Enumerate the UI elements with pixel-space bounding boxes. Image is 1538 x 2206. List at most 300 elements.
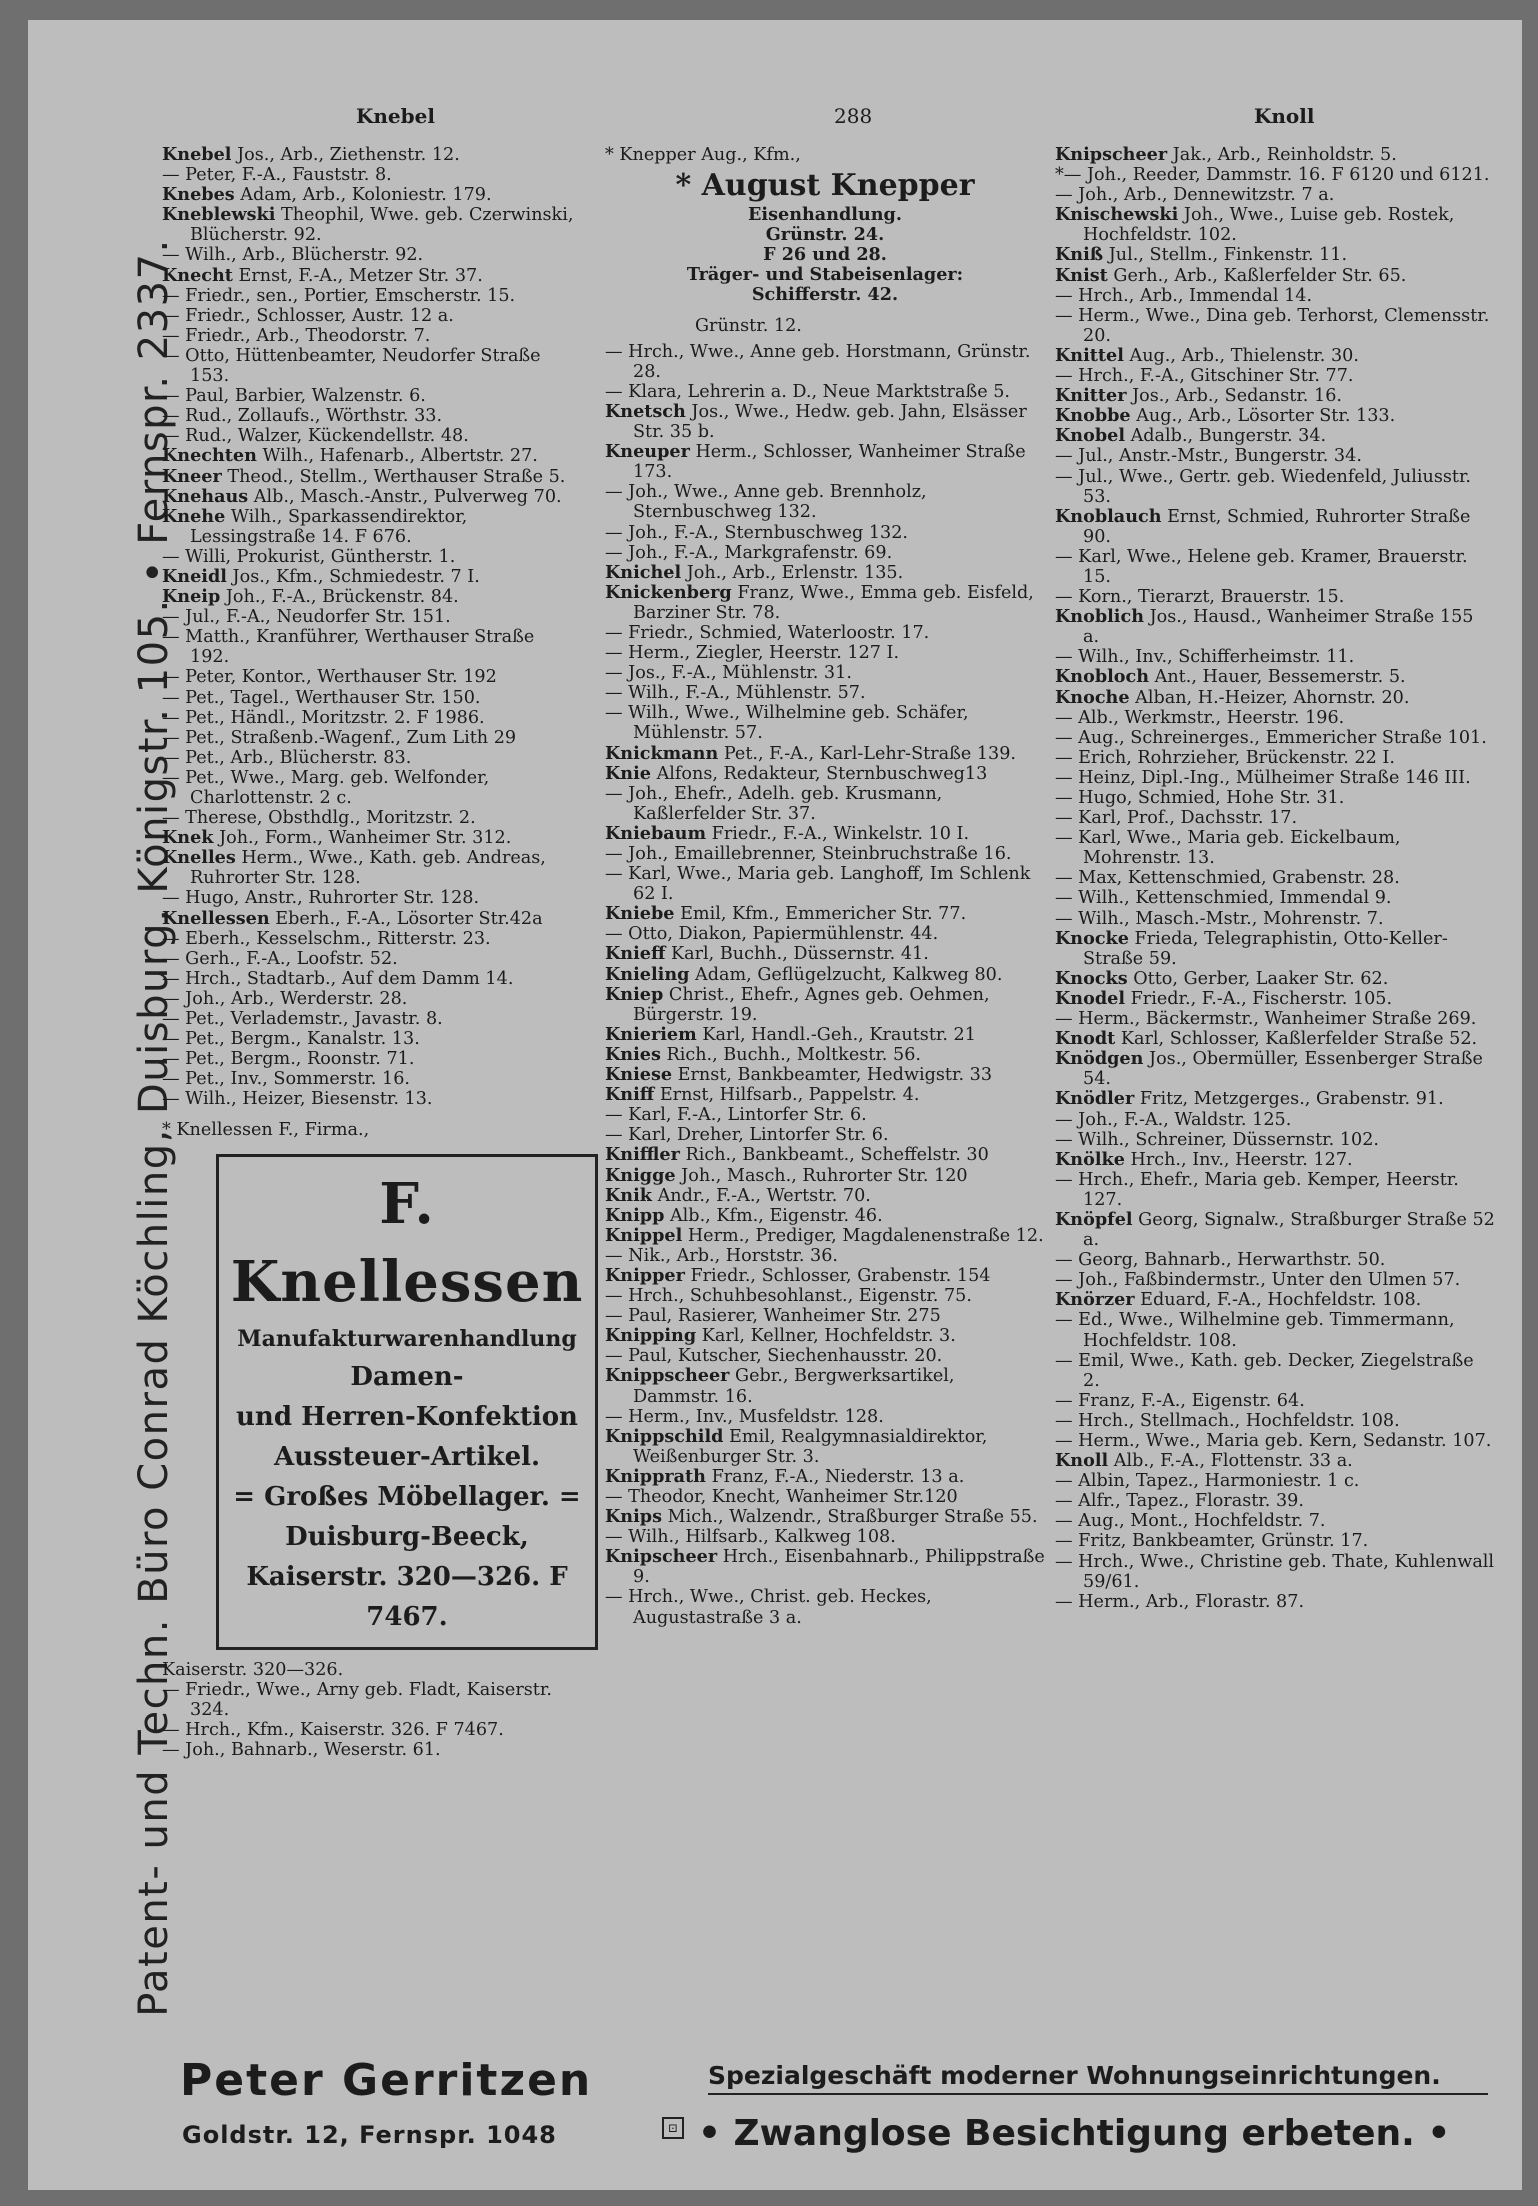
directory-entry xyxy=(1055,909,1495,929)
entry-surname: Kneip xyxy=(162,586,221,608)
entry-details: Ernst, F.-A., Metzer Str. 37. xyxy=(238,265,483,286)
entry-details: — Pet., Straßenb.-Wagenf., Zum Lith 29 xyxy=(162,727,517,748)
entry-surname: Knik xyxy=(605,1184,652,1206)
entry-details: Jos., Wwe., Hedw. geb. Jahn, Elsässer Str. 35 b. xyxy=(633,401,1027,443)
entry-details: — Joh., Emaillebrenner, Steinbruchstraße 16. xyxy=(605,844,1012,864)
directory-entry xyxy=(162,888,574,908)
directory-entry xyxy=(605,1547,1045,1587)
entry-details: Joh., Arb., Erlenstr. 135. xyxy=(686,562,904,583)
entry-details: Wilh., Sparkassendirektor, Lessingstraße 14. F 676. xyxy=(190,506,468,547)
directory-entry xyxy=(605,1487,1045,1507)
directory-entry xyxy=(162,205,574,245)
entry-details: — Hrch., Ehefr., Maria geb. Kemper, Heerstr. 127. xyxy=(1055,1169,1459,1210)
entry-details: — Jul., Anstr.-Mstr., Bungerstr. 34. xyxy=(1055,446,1362,467)
directory-entry xyxy=(162,326,574,346)
directory-entry xyxy=(1055,1531,1495,1551)
directory-entry xyxy=(605,764,1045,784)
directory-entry xyxy=(1055,266,1495,286)
directory-entry xyxy=(605,844,1045,864)
entry-details: — Wilh., Schreiner, Düssernstr. 102. xyxy=(1055,1129,1379,1150)
directory-entry xyxy=(605,1326,1045,1346)
directory-entry xyxy=(162,808,574,828)
directory-entry xyxy=(1055,808,1495,828)
directory-entry xyxy=(1055,185,1495,205)
directory-entry xyxy=(162,386,574,406)
entry-details: Alb., Masch.-Anstr., Pulverweg 70. xyxy=(253,486,562,507)
directory-entry xyxy=(162,768,574,808)
entry-details: — Erich, Rohrzieher, Brückenstr. 22 I. xyxy=(1055,747,1395,768)
directory-entry xyxy=(162,306,574,326)
col2-ad-line-1: Eisenhandlung. xyxy=(748,204,902,226)
entry-details: — Jul., F.-A., Neudorfer Str. 151. xyxy=(162,607,451,628)
entry-details: Alfons, Redakteur, Sternbuschweg13 xyxy=(656,763,988,784)
entry-details: — Alb., Werkmstr., Heerstr. 196. xyxy=(1055,707,1345,728)
entry-surname: Knieling xyxy=(605,963,690,985)
entry-details: — Aug., Mont., Hochfeldstr. 7. xyxy=(1055,1511,1326,1532)
entry-details: — Karl, Prof., Dachsstr. 17. xyxy=(1055,808,1298,829)
entry-surname: Knödler xyxy=(1055,1088,1135,1110)
entry-surname: Knipper xyxy=(605,1264,685,1286)
col1-entries xyxy=(162,145,574,1110)
directory-entry xyxy=(605,784,1045,824)
entry-details: — Herm., Wwe., Dina geb. Terhorst, Clemensstr. 20. xyxy=(1055,305,1490,346)
entry-details: — Gerh., F.-A., Loofstr. 52. xyxy=(162,948,398,969)
entry-surname: Knips xyxy=(605,1506,662,1528)
entry-surname: Knoll xyxy=(1055,1450,1109,1472)
header-left: Knebel xyxy=(356,104,435,128)
directory-entry xyxy=(1055,446,1495,466)
directory-entry xyxy=(162,1009,574,1029)
entry-surname: Kniebe xyxy=(605,903,675,925)
directory-entry xyxy=(1055,969,1495,989)
entry-surname: Knecht xyxy=(162,264,233,286)
entry-details: — Pet., Tagel., Werthauser Str. 150. xyxy=(162,687,481,708)
directory-entry xyxy=(1055,1270,1495,1290)
entry-details: Karl, Handl.-Geh., Krautstr. 21 xyxy=(702,1024,976,1045)
entry-details: — Nik., Arb., Horststr. 36. xyxy=(605,1245,838,1266)
directory-entry xyxy=(1055,346,1495,366)
entry-surname: Knitter xyxy=(1055,385,1127,407)
entry-details: Mich., Walzendr., Straßburger Straße 55. xyxy=(667,1507,1038,1528)
directory-entry xyxy=(1055,1391,1495,1411)
entry-details: Emil, Realgymnasialdirektor, Weißenburger Str. 3. xyxy=(633,1426,988,1467)
directory-entry xyxy=(162,346,574,386)
directory-entry xyxy=(605,1186,1045,1206)
entry-surname: Knobbe xyxy=(1055,405,1131,427)
entry-surname: Knipp xyxy=(605,1204,665,1226)
entry-details: Andr., F.-A., Wertstr. 70. xyxy=(657,1185,871,1206)
entry-surname: Kniese xyxy=(605,1064,673,1086)
col2-ad-line-3: F 26 und 28. xyxy=(763,244,887,266)
directory-entry xyxy=(162,245,574,265)
entry-details: — Herm., Inv., Musfeldstr. 128. xyxy=(605,1406,884,1427)
entry-details: Theophil, Wwe. geb. Czerwinski, Blücherstr. 92. xyxy=(190,205,574,246)
entry-surname: Knipscheer xyxy=(605,1546,718,1568)
col3-entries xyxy=(1055,145,1495,1612)
ad-line-4: Aussteuer-Artikel. xyxy=(273,1441,541,1472)
entry-details: — Albin, Tapez., Harmoniestr. 1 c. xyxy=(1055,1471,1360,1492)
entry-details: Hrch., Inv., Heerstr. 127. xyxy=(1130,1149,1353,1170)
entry-surname: Knipscheer xyxy=(1055,144,1168,165)
entry-details: — Joh., Ehefr., Adelh. geb. Krusmann, Kaßlerfelder Str. 37. xyxy=(605,783,943,824)
entry-details: Pet., F.-A., Karl-Lehr-Straße 139. xyxy=(723,743,1017,764)
directory-entry xyxy=(605,1045,1045,1065)
entry-details: — Friedr., Schlosser, Austr. 12 a. xyxy=(162,305,454,326)
directory-entry xyxy=(1055,205,1495,245)
directory-entry xyxy=(605,1507,1045,1527)
entry-details: — Paul, Rasierer, Wanheimer Str. 275 xyxy=(605,1306,941,1327)
entry-details: Eberh., F.-A., Lösorter Str.42a xyxy=(275,908,543,929)
entry-details: — Karl, Wwe., Maria geb. Eickelbaum, Mohrenstr. 13. xyxy=(1055,828,1401,869)
entry-details: Joh., Masch., Ruhrorter Str. 120 xyxy=(681,1165,968,1186)
directory-entry xyxy=(162,848,574,888)
directory-entry xyxy=(605,1427,1045,1467)
directory-entry xyxy=(1055,1511,1495,1531)
directory-entry xyxy=(605,1145,1045,1165)
entry-details: Karl, Kellner, Hochfeldstr. 3. xyxy=(701,1326,956,1347)
entry-surname: Knelles xyxy=(162,847,236,869)
directory-entry xyxy=(162,547,574,567)
entry-surname: Kneuper xyxy=(605,441,690,463)
directory-entry xyxy=(1055,1451,1495,1471)
entry-details: — Georg, Bahnarb., Herwarthstr. 50. xyxy=(1055,1250,1386,1271)
directory-entry xyxy=(1055,145,1495,165)
directory-entry xyxy=(1055,1351,1495,1391)
directory-entry xyxy=(605,643,1045,663)
directory-entry xyxy=(1055,1009,1495,1029)
entry-details: — Herm., Ziegler, Heerstr. 127 I. xyxy=(605,643,900,664)
ad-line-5: = Großes Möbellager. = xyxy=(233,1481,581,1512)
entry-surname: Knischewski xyxy=(1055,204,1179,226)
entry-details: Herm., Prediger, Magdalenenstraße 12. xyxy=(687,1225,1044,1246)
entry-surname: Knoblich xyxy=(1055,606,1144,628)
directory-entry xyxy=(162,406,574,426)
entry-details: Jul., Stellm., Finkenstr. 11. xyxy=(1108,245,1348,266)
directory-entry xyxy=(1055,1250,1495,1270)
directory-entry xyxy=(162,587,574,607)
directory-entry xyxy=(162,1069,574,1089)
directory-entry xyxy=(162,828,574,848)
directory-entry xyxy=(162,989,574,1009)
directory-entry xyxy=(605,1306,1045,1326)
col2-ad-line-2: Grünstr. 24. xyxy=(765,224,885,246)
entry-details: — Peter, F.-A., Fauststr. 8. xyxy=(162,165,392,186)
entry-details: — Wilh., Arb., Blücherstr. 92. xyxy=(162,245,424,266)
entry-surname: Knocks xyxy=(1055,967,1128,989)
entry-details: — Jos., F.-A., Mühlenstr. 31. xyxy=(605,663,852,684)
entry-details: — Fritz, Bankbeamter, Grünstr. 17. xyxy=(1055,1531,1369,1552)
entry-surname: Kneidl xyxy=(162,565,227,587)
entry-surname: Knehaus xyxy=(162,485,249,507)
entry-details: — Willi, Prokurist, Güntherstr. 1. xyxy=(162,546,456,567)
entry-details: — Hugo, Anstr., Ruhrorter Str. 128. xyxy=(162,888,480,909)
directory-entry xyxy=(162,446,574,466)
directory-entry xyxy=(162,607,574,627)
entry-details: — Matth., Kranführer, Werthauser Straße 192. xyxy=(162,627,535,668)
col2-ad-name: * August Knepper xyxy=(675,168,975,204)
directory-entry xyxy=(605,965,1045,985)
entry-details: — Friedr., Wwe., Arny geb. Fladt, Kaiserstr. 324. xyxy=(162,1679,552,1720)
footer-advertisement xyxy=(168,2055,1498,2175)
directory-entry xyxy=(605,1527,1045,1547)
directory-entry xyxy=(162,467,574,487)
directory-entry xyxy=(605,1206,1045,1226)
directory-entry xyxy=(605,402,1045,442)
directory-entry xyxy=(1055,366,1495,386)
directory-entry xyxy=(1055,647,1495,667)
entry-details: Herm., Wwe., Kath. geb. Andreas, Ruhrorter Str. 128. xyxy=(190,848,546,889)
entry-surname: Kniep xyxy=(605,983,664,1005)
directory-entry xyxy=(605,1065,1045,1085)
entry-details: Jak., Arb., Reinholdstr. 5. xyxy=(1172,145,1397,165)
directory-entry xyxy=(1055,1110,1495,1130)
directory-entry xyxy=(162,708,574,728)
entry-surname: Knek xyxy=(162,827,214,849)
directory-entry xyxy=(1055,1029,1495,1049)
directory-entry xyxy=(162,507,574,547)
entry-details: — Friedr., Arb., Theodorstr. 7. xyxy=(162,325,431,346)
directory-entry xyxy=(162,1089,574,1109)
entry-details: Rich., Bankbeamt., Scheffelstr. 30 xyxy=(685,1145,989,1166)
entry-details: — Karl, Wwe., Helene geb. Kramer, Brauerstr. 15. xyxy=(1055,546,1468,587)
directory-entry xyxy=(1055,607,1495,647)
directory-entry xyxy=(605,864,1045,904)
entry-details: — Karl, Wwe., Maria geb. Langhoff, Im Schlenk 62 I. xyxy=(605,864,1031,905)
entry-surname: Knist xyxy=(1055,264,1108,286)
col2-after-ad: Grünstr. 12. xyxy=(695,315,802,336)
entry-surname: Knichel xyxy=(605,561,682,583)
directory-entry xyxy=(605,1025,1045,1045)
directory-entry xyxy=(1055,165,1495,185)
directory-entry xyxy=(1055,1150,1495,1170)
directory-entry xyxy=(1055,245,1495,265)
directory-entry xyxy=(1055,507,1495,547)
directory-entry xyxy=(605,342,1045,382)
directory-entry xyxy=(1055,688,1495,708)
directory-entry xyxy=(162,165,574,185)
column-1 xyxy=(162,144,584,1760)
directory-entry xyxy=(1055,426,1495,446)
directory-entry xyxy=(1055,768,1495,788)
entry-details: Georg, Signalw., Straßburger Straße 52 a. xyxy=(1083,1209,1495,1251)
directory-entry xyxy=(605,1407,1045,1427)
directory-entry xyxy=(1055,1210,1495,1250)
directory-entry xyxy=(605,1366,1045,1406)
entry-details: — Joh., F.-A., Waldstr. 125. xyxy=(1055,1109,1292,1130)
entry-details: — Wilh., Masch.-Mstr., Mohrenstr. 7. xyxy=(1055,908,1384,929)
entry-details: — Pet., Arb., Blücherstr. 83. xyxy=(162,747,412,768)
entry-details: Gebr., Bergwerksartikel, Dammstr. 16. xyxy=(633,1366,955,1407)
directory-entry xyxy=(162,929,574,949)
entry-details: — Peter, Kontor., Werthauser Str. 192 xyxy=(162,667,497,688)
entry-details: — Ed., Wwe., Wilhelmine geb. Timmermann, Hochfeldstr. 108. xyxy=(1055,1310,1455,1351)
directory-entry xyxy=(162,1660,574,1680)
entry-surname: Knetsch xyxy=(605,400,686,422)
entry-details: — Pet., Händl., Moritzstr. 2. F 1986. xyxy=(162,707,485,728)
entry-details: Ernst, Schmied, Ruhrorter Straße 90. xyxy=(1083,506,1471,547)
footer-divider-icon: ⊡ xyxy=(662,2117,684,2139)
entry-details: Aug., Arb., Lösorter Str. 133. xyxy=(1136,406,1396,427)
directory-entry xyxy=(605,583,1045,623)
directory-entry xyxy=(1055,1552,1495,1592)
directory-entry xyxy=(162,748,574,768)
directory-entry xyxy=(162,145,574,165)
entry-surname: Knie xyxy=(605,762,651,784)
entry-surname: Knebel xyxy=(162,144,232,165)
directory-entry xyxy=(605,382,1045,402)
entry-surname: Kniffler xyxy=(605,1144,680,1166)
directory-entry xyxy=(1055,406,1495,426)
entry-surname: Knickmann xyxy=(605,742,719,764)
entry-details: — Therese, Obsthdlg., Moritzstr. 2. xyxy=(162,808,476,829)
entry-details: Adam, Geflügelzucht, Kalkweg 80. xyxy=(695,964,1003,985)
entry-details: — Paul, Kutscher, Siechenhausstr. 20. xyxy=(605,1346,943,1367)
directory-entry xyxy=(1055,888,1495,908)
entry-details: — Karl, Dreher, Lintorfer Str. 6. xyxy=(605,1125,889,1146)
entry-details: *— Joh., Reeder, Dammstr. 16. F 6120 und 6121. xyxy=(1055,165,1490,186)
entry-details: Adam, Arb., Koloniestr. 179. xyxy=(240,185,492,206)
directory-entry xyxy=(605,523,1045,543)
entry-details: — Hrch., Schuhbesohlanst., Eigenstr. 75. xyxy=(605,1286,972,1307)
entry-details: Franz, Wwe., Emma geb. Eisfeld, Barziner Str. 78. xyxy=(633,582,1034,623)
directory-entry xyxy=(1055,1290,1495,1310)
entry-details: Adalb., Bungerstr. 34. xyxy=(1130,426,1327,447)
entry-details: Jos., Kfm., Schmiedestr. 7 I. xyxy=(232,566,480,587)
directory-entry xyxy=(1055,1049,1495,1089)
entry-surname: Knodel xyxy=(1055,987,1125,1009)
entry-details: — Wilh., Inv., Schifferheimstr. 11. xyxy=(1055,647,1355,668)
directory-entry xyxy=(605,904,1045,924)
entry-details: — Hrch., Stadtarb., Auf dem Damm 14. xyxy=(162,968,514,989)
directory-entry xyxy=(605,563,1045,583)
knellessen-advertisement xyxy=(216,1154,598,1650)
entry-details: Rich., Buchh., Moltkestr. 56. xyxy=(666,1044,921,1065)
directory-entry xyxy=(1055,1170,1495,1210)
entry-details: Jos., Arb., Ziethenstr. 12. xyxy=(237,145,460,165)
entry-details: Joh., Wwe., Luise geb. Rostek, Hochfeldstr. 102. xyxy=(1083,205,1455,246)
entry-details: — Pet., Verlademstr., Javastr. 8. xyxy=(162,1009,443,1030)
entry-details: — Pet., Bergm., Kanalstr. 13. xyxy=(162,1029,420,1050)
directory-entry xyxy=(605,744,1045,764)
ad-line-1: Manufakturwarenhandlung xyxy=(237,1325,577,1352)
entry-details: — Otto, Hüttenbeamter, Neudorfer Straße 153. xyxy=(162,345,541,387)
entry-surname: Knippel xyxy=(605,1224,683,1246)
entry-details: Friedr., F.-A., Fischerstr. 105. xyxy=(1130,988,1393,1009)
directory-entry xyxy=(1055,868,1495,888)
footer-slogan-top: Spezialgeschäft moderner Wohnungseinrichtungen. xyxy=(708,2061,1488,2095)
entry-surname: Knigge xyxy=(605,1164,676,1186)
directory-entry xyxy=(1055,1592,1495,1612)
directory-entry xyxy=(162,949,574,969)
entry-details: — Max, Kettenschmied, Grabenstr. 28. xyxy=(1055,868,1400,889)
directory-entry xyxy=(162,567,574,587)
entry-details: — Emil, Wwe., Kath. geb. Decker, Ziegelstraße 2. xyxy=(1055,1350,1474,1391)
entry-details: — Jul., Wwe., Gertr. geb. Wiedenfeld, Juliusstr. 53. xyxy=(1055,466,1472,507)
entry-surname: Kneer xyxy=(162,465,222,487)
entry-surname: Knickenberg xyxy=(605,581,732,603)
entry-details: Frieda, Telegraphistin, Otto-Keller-Straße 59. xyxy=(1083,928,1448,969)
directory-entry xyxy=(1055,929,1495,969)
entry-details: — Otto, Diakon, Papiermühlenstr. 44. xyxy=(605,924,939,945)
entry-details: Joh., F.-A., Brückenstr. 84. xyxy=(225,587,459,608)
entry-details: — Herm., Arb., Florastr. 87. xyxy=(1055,1591,1305,1612)
entry-details: Karl, Buchh., Düssernstr. 41. xyxy=(671,944,929,965)
entry-details: — Rud., Walzer, Kückendellstr. 48. xyxy=(162,426,469,447)
entry-details: — Wilh., Heizer, Biesenstr. 13. xyxy=(162,1089,433,1110)
directory-entry xyxy=(605,703,1045,743)
footer-company-name: Peter Gerritzen xyxy=(180,2055,593,2106)
entry-surname: Kniß xyxy=(1055,244,1104,266)
directory-entry xyxy=(605,985,1045,1025)
directory-entry xyxy=(605,543,1045,563)
entry-surname: Knellessen xyxy=(162,907,270,929)
entry-details: Jos., Arb., Sedanstr. 16. xyxy=(1132,386,1342,407)
entry-details: — Joh., Bahnarb., Weserstr. 61. xyxy=(162,1739,441,1760)
directory-entry xyxy=(162,185,574,205)
directory-entry xyxy=(162,1720,574,1740)
entry-surname: Knieff xyxy=(605,943,666,965)
directory-entry xyxy=(1055,1491,1495,1511)
entry-surname: Knieriem xyxy=(605,1023,697,1045)
entry-details: Christ., Ehefr., Agnes geb. Oehmen, Bürgerstr. 19. xyxy=(633,984,990,1025)
directory-entry xyxy=(1055,989,1495,1009)
directory-entry xyxy=(605,1125,1045,1145)
entry-details: Wilh., Hafenarb., Albertstr. 27. xyxy=(262,446,538,467)
directory-entry xyxy=(162,728,574,748)
entry-details: — Hrch., Wwe., Anne geb. Horstmann, Grünstr. 28. xyxy=(605,341,1031,382)
ad-line-3: und Herren-Konfektion xyxy=(236,1401,578,1432)
col2-ad-line-4: Träger- und Stabeisenlager: xyxy=(686,264,964,286)
entry-surname: Knölke xyxy=(1055,1148,1125,1170)
ad-line-2: Damen- xyxy=(350,1361,464,1392)
sidebar-text: Patent- und Techn. Büro Conrad Köchling, Duisburg, Königstr. 105. • Fernspr. 2337. xyxy=(131,238,177,2017)
entry-details: Alb., Kfm., Eigenstr. 46. xyxy=(669,1205,883,1226)
directory-entry xyxy=(605,1587,1045,1627)
entry-details: — Herm., Wwe., Maria geb. Kern, Sedanstr. 107. xyxy=(1055,1431,1492,1451)
entry-details: — Joh., Arb., Werderstr. 28. xyxy=(162,988,408,1009)
directory-entry xyxy=(605,1246,1045,1266)
entry-details: Jos., Hausd., Wanheimer Straße 155 a. xyxy=(1083,607,1474,648)
directory-entry xyxy=(1055,708,1495,728)
entry-details: Gerh., Arb., Kaßlerfelder Str. 65. xyxy=(1113,265,1407,286)
entry-details: — Herm., Bäckermstr., Wanheimer Straße 269. xyxy=(1055,1009,1477,1030)
entry-surname: Kniff xyxy=(605,1084,655,1106)
entry-details: — Joh., Arb., Dennewitzstr. 7 a. xyxy=(1055,185,1335,206)
entry-surname: Knittel xyxy=(1055,344,1124,366)
entry-surname: Knobel xyxy=(1055,425,1125,447)
directory-entry xyxy=(162,627,574,667)
entry-details: — Korn., Tierarzt, Brauerstr. 15. xyxy=(1055,587,1345,608)
directory-entry xyxy=(1055,728,1495,748)
entry-details: — Friedr., sen., Portier, Emscherstr. 15. xyxy=(162,285,516,306)
entry-details: Hrch., Eisenbahnarb., Philippstraße 9. xyxy=(633,1547,1045,1588)
entry-details: Kaiserstr. 320—326. xyxy=(162,1659,344,1680)
directory-entry xyxy=(162,487,574,507)
entry-details: — Pet., Inv., Sommerstr. 16. xyxy=(162,1069,410,1090)
directory-entry xyxy=(162,909,574,929)
directory-entry xyxy=(605,1226,1045,1246)
column-2 xyxy=(605,145,1045,1628)
directory-entry xyxy=(162,969,574,989)
firma-line: * Knellessen F., Firma., xyxy=(162,1119,370,1140)
footer-company-address: Goldstr. 12, Fernspr. 1048 xyxy=(182,2121,557,2149)
entry-surname: Knipping xyxy=(605,1325,697,1347)
page-number: 288 xyxy=(834,104,873,128)
entry-details: — Pet., Wwe., Marg. geb. Welfonder, Charlottenstr. 2 c. xyxy=(162,767,490,808)
directory-entry xyxy=(1055,306,1495,346)
directory-entry xyxy=(162,1049,574,1069)
directory-entry xyxy=(1055,1471,1495,1491)
